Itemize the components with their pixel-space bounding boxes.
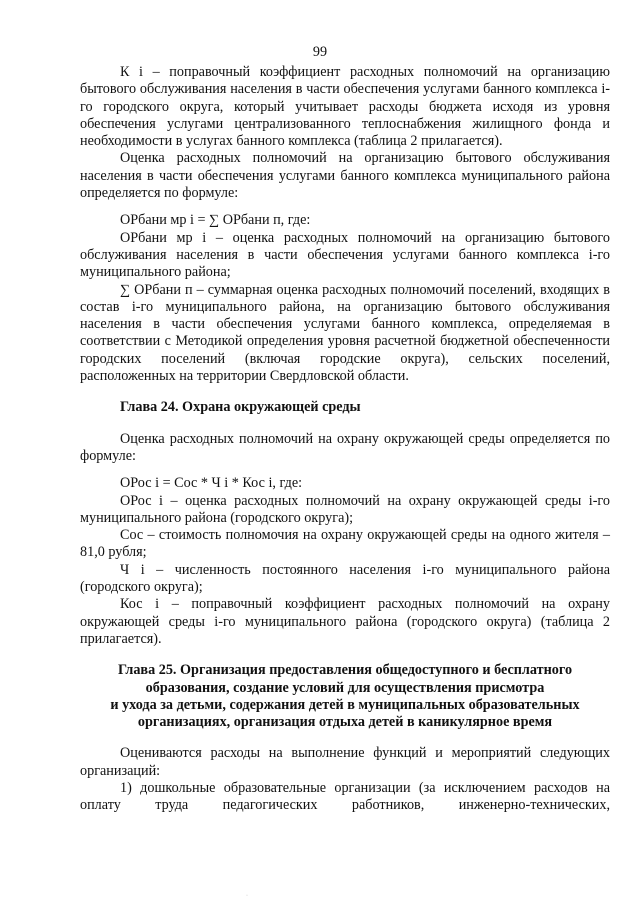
paragraph-organizations-intro: Оцениваются расходы на выполнение функций и мероприятий следующих организаций: <box>80 745 610 779</box>
paragraph-k-coefficient: К i – поправочный коэффициент расходных полномочий на организацию бытового обслуживания населения в части обеспечения услугами банного комплекса i-го городского округа, который учитывает расходы бюджета исходя из уровня обеспечения услугами централизованного теплоснабжения жилищного фонда и необходимости в услугах банного комплекса (таблица 2 прилагается). <box>80 64 610 150</box>
formula-env: ОРос i = Сос * Ч i * Кос i, где: <box>120 475 303 492</box>
scan-mark: · <box>246 893 248 899</box>
paragraph-preschool-item: 1) дошкольные образовательные организации (за исключением расходов на оплату труда педагогических работников, инженерно-технических, <box>80 779 610 814</box>
paragraph-sum-definition: ∑ ОРбани п – суммарная оценка расходных полномочий поселений, входящих в состав i-го муниципального района, на организацию бытового обслуживания населения в части обеспечения услугами банного комплекса, определяемая в соответствии с Методикой определения уровня расчетной бюджетной обеспеченности городских поселений (включая городские округа), сельских поселений, расположенных на территории Свердловской области. <box>80 281 610 385</box>
paragraph-ch-definition: Ч i – численность постоянного населения i-го муниципального района (городского округа); <box>80 561 610 596</box>
document-body <box>80 64 610 815</box>
formula-bath: ОРбани мр i = ∑ ОРбани п, где: <box>120 212 311 229</box>
paragraph-kos-definition: Кос i – поправочный коэффициент расходных полномочий на охрану окружающей среды i-го муниципального района (городского округа) (таблица 2 прилагается). <box>80 596 610 647</box>
chapter-25-heading-line: организациях, организация отдыха детей в каникулярное время <box>137 714 553 731</box>
paragraph-orbani-definition: ОРбани мр i – оценка расходных полномочий на организацию бытового обслуживания населения в части обеспечения услугами банного комплекса i-го муниципального района; <box>80 229 610 281</box>
paragraph-bath-assessment: Оценка расходных полномочий на организацию бытового обслуживания населения в части обеспечения услугами банного комплекса муниципального района определяется по формуле: <box>80 150 610 202</box>
chapter-25-heading-line: Глава 25. Организация предоставления общедоступного и бесплатного <box>117 662 573 679</box>
chapter-24-heading: Глава 24. Охрана окружающей среды <box>120 399 361 416</box>
paragraph-sos-definition: Сос – стоимость полномочия на охрану окружающей среды на одного жителя – 81,0 рубля; <box>80 527 610 561</box>
page-number: 99 <box>312 44 328 60</box>
chapter-25-heading-line: образования, создание условий для осуществления присмотра <box>145 679 545 696</box>
paragraph-env-assessment: Оценка расходных полномочий на охрану окружающей среды определяется по формуле: <box>80 430 610 464</box>
chapter-25-heading <box>80 662 610 731</box>
chapter-25-heading-line: и ухода за детьми, содержания детей в муниципальных образовательных <box>110 696 580 713</box>
paragraph-oros-definition: ОРос i – оценка расходных полномочий на охрану окружающей среды i-го муниципального района (городского округа); <box>80 492 610 526</box>
